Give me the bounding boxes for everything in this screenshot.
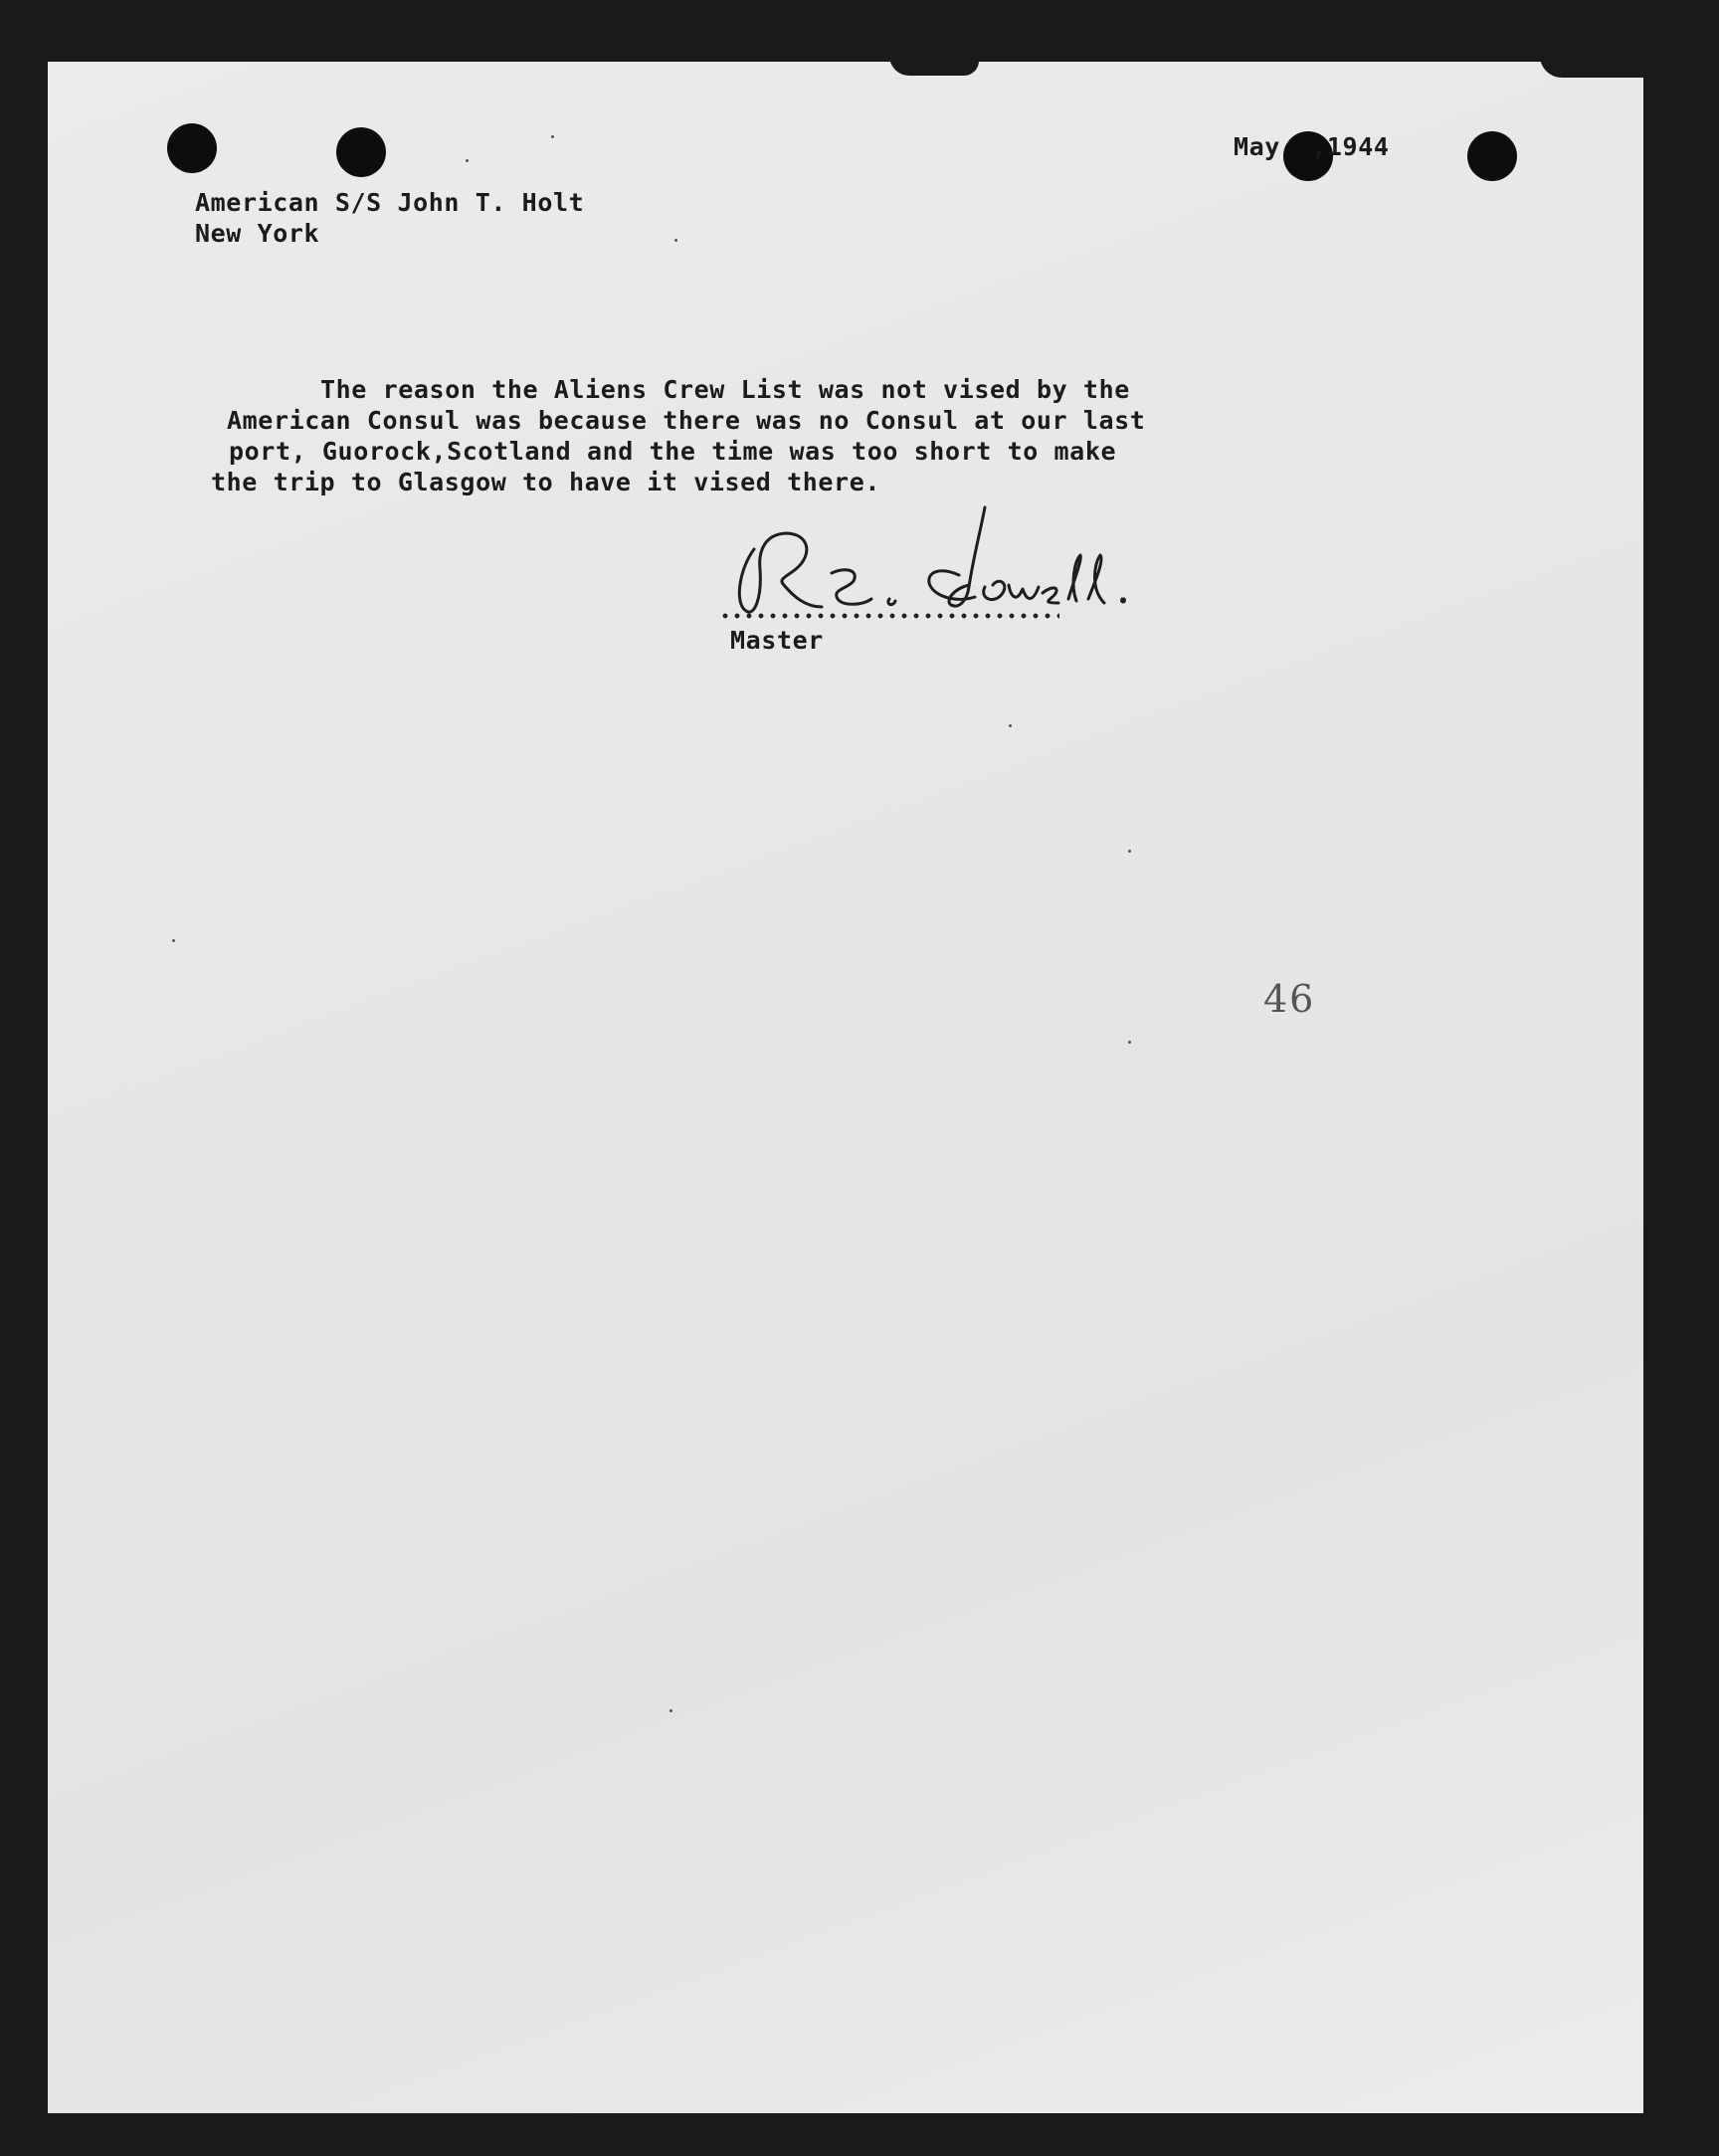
letter-page xyxy=(48,62,1643,2113)
dust-speck xyxy=(1128,850,1131,853)
body-line-3: port, Guorock,Scotland and the time was too short to make xyxy=(229,437,1117,466)
ship-name-line: American S/S John T. Holt xyxy=(195,188,585,217)
dust-speck xyxy=(172,939,175,942)
punch-hole xyxy=(167,123,217,173)
dust-speck xyxy=(551,135,554,138)
page-number-stamp: 46 xyxy=(1263,977,1316,1021)
signature-title: Master xyxy=(730,626,824,655)
body-line-1: The reason the Aliens Crew List was not vised by the xyxy=(320,375,1130,404)
letter-date: May ,1944 xyxy=(1234,132,1390,161)
dust-speck xyxy=(669,1709,672,1712)
punch-hole xyxy=(1467,131,1517,181)
port-line: New York xyxy=(195,219,320,248)
dust-speck xyxy=(674,239,677,242)
dust-speck xyxy=(466,159,469,162)
body-line-2: American Consul was because there was no Consul at our last xyxy=(227,406,1146,435)
punch-hole xyxy=(336,127,386,177)
torn-edge-top-right xyxy=(1540,62,1643,78)
dust-speck xyxy=(1009,724,1012,727)
signature-dotted-line xyxy=(719,611,1059,621)
torn-edge-top-center xyxy=(889,62,979,76)
body-line-4: the trip to Glasgow to have it vised there. xyxy=(211,468,881,496)
dust-speck xyxy=(1128,1041,1131,1044)
